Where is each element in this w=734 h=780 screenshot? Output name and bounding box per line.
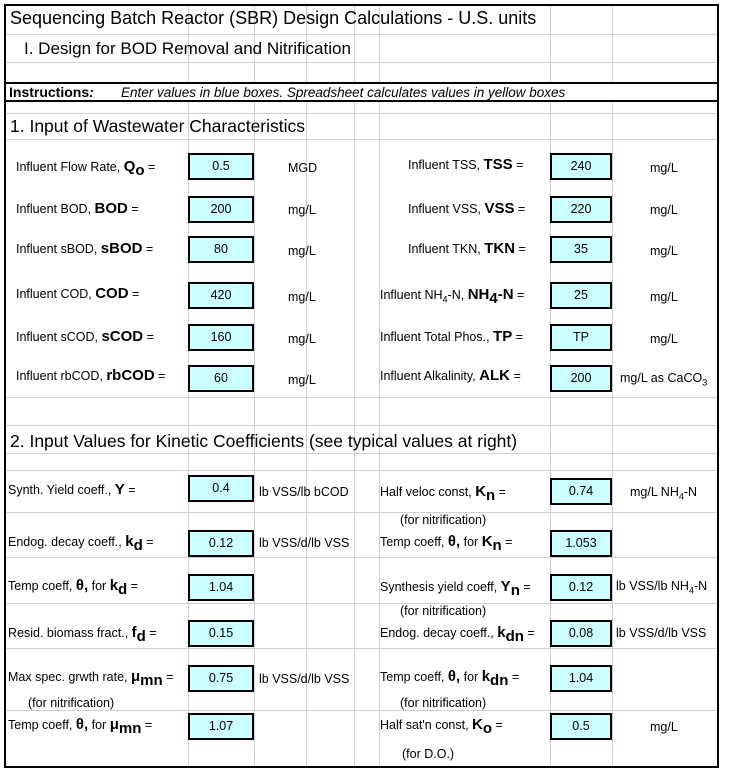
section2-heading: 2. Input Values for Kinetic Coefficients (see typical values at right) — [10, 431, 518, 451]
grid-line — [6, 425, 717, 426]
flow-rate-unit: MGD — [288, 161, 318, 175]
page-subtitle: I. Design for BOD Removal and Nitrification — [24, 39, 351, 58]
kn-label: Half veloc const, $K_n$ = — [380, 483, 506, 504]
alk-input[interactable]: 200 — [550, 365, 612, 392]
bod-unit: mg/L — [288, 203, 316, 217]
grid-line — [354, 6, 355, 766]
tp-label: Influent Total Phos., TP = — [380, 328, 523, 345]
ko-input[interactable]: 0.5 — [550, 713, 612, 740]
theta-kdn-label: Temp coeff, θ, for $k_{dn}$ = — [380, 668, 520, 689]
page-title: Sequencing Batch Reactor (SBR) Design Calculations - U.S. units — [10, 8, 537, 28]
instructions-text: Enter values in blue boxes. Spreadsheet calculates values in yellow boxes — [121, 85, 566, 100]
grid-line — [6, 453, 717, 454]
kdn-label: Endog. decay coeff., $k_{dn}$ = — [380, 624, 535, 645]
scod-unit: mg/L — [288, 332, 316, 346]
tkn-input[interactable]: 35 — [550, 236, 612, 263]
section1-heading: 1. Input of Wastewater Characteristics — [10, 116, 306, 136]
theta-kn-label: Temp coeff, θ, for $K_n$ = — [380, 533, 513, 554]
rbcod-label: Influent rbCOD, rbCOD = — [16, 367, 166, 384]
vss-input[interactable]: 220 — [550, 196, 612, 223]
grid-line — [6, 397, 717, 398]
alk-label: Influent Alkalinity, ALK = — [380, 367, 521, 384]
kdn-input[interactable]: 0.08 — [550, 620, 612, 647]
tp-input[interactable]: TP — [550, 324, 612, 351]
kdn-unit: lb VSS/d/lb VSS — [616, 626, 707, 640]
theta-kdn-input[interactable]: 1.04 — [550, 665, 612, 692]
sbod-unit: mg/L — [288, 244, 316, 258]
flow-rate-label: Influent Flow Rate, $Q_o$ = — [16, 158, 156, 179]
theta-kn-input[interactable]: 1.053 — [550, 530, 612, 557]
bod-input[interactable]: 200 — [188, 196, 254, 223]
grid-line — [6, 557, 717, 558]
decay-label: Endog. decay coeff., $k_d$ = — [8, 533, 154, 554]
theta-kd-label: Temp coeff, θ, for $k_d$ = — [8, 577, 138, 598]
grid-line — [6, 470, 717, 471]
theta-kd-input[interactable]: 1.04 — [188, 574, 254, 601]
bod-label: Influent BOD, BOD = — [16, 200, 139, 217]
decay-unit: lb VSS/d/lb VSS — [259, 536, 350, 550]
theta-mumn-label: Temp coeff, θ, for $\mu_{mn}$ = — [8, 716, 153, 737]
rbcod-input[interactable]: 60 — [188, 365, 254, 392]
tkn-label: Influent TKN, TKN = — [408, 240, 526, 257]
fd-label: Resid. biomass fract., $f_d$ = — [8, 624, 157, 645]
fd-input[interactable]: 0.15 — [188, 620, 254, 647]
cod-input[interactable]: 420 — [188, 282, 254, 309]
yn-note: (for nitrification) — [400, 604, 487, 618]
yield-unit: lb VSS/lb bCOD — [259, 485, 349, 499]
yn-label: Synthesis yield coeff, $Y_n$ = — [380, 578, 531, 599]
yn-unit: lb VSS/lb $NH_4-N$ — [616, 579, 708, 596]
tss-label: Influent TSS, TSS = — [408, 156, 524, 173]
mumn-input[interactable]: 0.75 — [188, 665, 254, 692]
instructions-bar — [6, 82, 717, 102]
ko-note: (for D.O.) — [402, 747, 455, 761]
grid-line — [6, 512, 717, 513]
tp-unit: mg/L — [650, 332, 678, 346]
mumn-unit: lb VSS/d/lb VSS — [259, 672, 350, 686]
vss-label: Influent VSS, VSS = — [408, 200, 526, 217]
grid-line — [6, 62, 717, 63]
mumn-note: (for nitrification) — [28, 696, 115, 710]
instructions-label: Instructions: — [9, 84, 94, 100]
vss-unit: mg/L — [650, 203, 678, 217]
nh4n-unit: mg/L — [650, 290, 678, 304]
grid-line — [6, 139, 717, 140]
yield-input[interactable]: 0.4 — [188, 475, 254, 502]
ko-unit: mg/L — [650, 720, 678, 734]
grid-line — [6, 113, 717, 114]
yield-label: Synth. Yield coeff., Y = — [8, 481, 136, 498]
kn-unit: mg/L $NH_4-N$ — [630, 485, 698, 502]
tss-unit: mg/L — [650, 161, 678, 175]
scod-label: Influent sCOD, sCOD = — [16, 328, 154, 345]
grid-line — [6, 34, 717, 35]
flow-rate-input[interactable]: 0.5 — [188, 153, 254, 180]
nh4n-label: Influent $NH_4-N$, $NH_4-N$ = — [380, 286, 525, 307]
sbod-input[interactable]: 80 — [188, 236, 254, 263]
tss-input[interactable]: 240 — [550, 153, 612, 180]
cod-label: Influent COD, COD = — [16, 285, 140, 302]
alk-unit: mg/L as CaCO$_3$ — [620, 371, 708, 388]
grid-line — [379, 6, 380, 766]
theta-kdn-note: (for nitrification) — [400, 696, 487, 710]
kn-input[interactable]: 0.74 — [550, 478, 612, 505]
spreadsheet — [4, 4, 719, 768]
kn-note: (for nitrification) — [400, 513, 487, 527]
theta-mumn-input[interactable]: 1.07 — [188, 713, 254, 740]
ko-label: Half sat'n const, $K_o$ = — [380, 716, 503, 737]
yn-input[interactable]: 0.12 — [550, 574, 612, 601]
scod-input[interactable]: 160 — [188, 324, 254, 351]
nh4n-input[interactable]: 25 — [550, 282, 612, 309]
mumn-label: Max spec. grwth rate, $\mu_{mn}$ = — [8, 668, 174, 689]
rbcod-unit: mg/L — [288, 373, 316, 387]
grid-line — [6, 710, 717, 711]
grid-line — [612, 6, 613, 766]
sbod-label: Influent sBOD, sBOD = — [16, 240, 154, 257]
grid-line — [6, 648, 717, 649]
tkn-unit: mg/L — [650, 244, 678, 258]
decay-input[interactable]: 0.12 — [188, 530, 254, 557]
cod-unit: mg/L — [288, 290, 316, 304]
grid-line — [6, 603, 717, 604]
